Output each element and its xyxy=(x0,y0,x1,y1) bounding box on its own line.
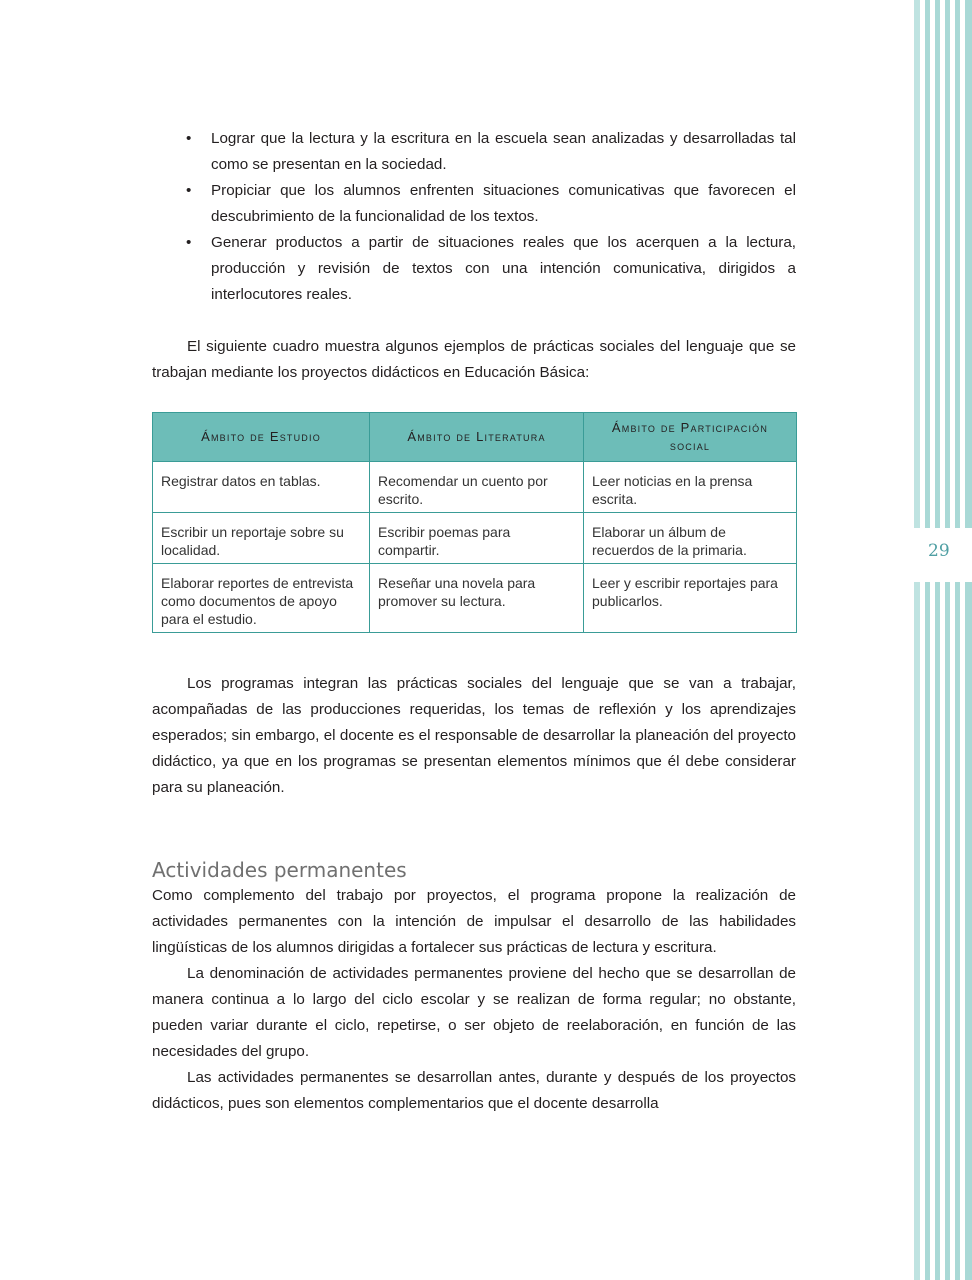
objectives-list xyxy=(152,126,796,308)
table-header-row xyxy=(153,413,797,462)
table-cell: Escribir poemas para compartir. xyxy=(370,513,584,564)
bullet-icon: • xyxy=(186,130,192,147)
bullet-icon: • xyxy=(186,182,192,199)
table-row xyxy=(153,462,797,513)
section-paragraph: Las actividades permanentes se desarrollan antes, durante y después de los proyectos didácticos, pues son elementos complementarios que el docente desarrolla xyxy=(152,1069,796,1112)
header-ambito-estudio: Ámbito de Estudio xyxy=(153,413,370,462)
list-item: • Propiciar que los alumnos enfrenten situaciones comunicativas que favorecen el descubrimiento de la funcionalidad de los textos. xyxy=(211,178,796,230)
practices-table xyxy=(152,412,797,633)
table-cell: Recomendar un cuento por escrito. xyxy=(370,462,584,513)
table-row xyxy=(153,513,797,564)
table-cell: Reseñar una novela para promover su lectura. xyxy=(370,564,584,633)
table-cell: Elaborar un álbum de recuerdos de la primaria. xyxy=(584,513,797,564)
table-cell: Leer y escribir reportajes para publicarlos. xyxy=(584,564,797,633)
section-heading: Actividades permanentes xyxy=(152,858,407,882)
page-number: 29 xyxy=(928,541,950,561)
programs-paragraph: Los programas integran las prácticas sociales del lenguaje que se van a trabajar, acompañadas de las producciones requeridas, los temas de reflexión y los aprendizajes esperados; sin embargo, el docente es el responsable de desarrollar la planeación del proyecto didáctico, ya que en los programas se presentan elementos mínimos que él debe considerar para su planeación. xyxy=(152,675,796,796)
margin-stripes xyxy=(912,0,972,1280)
intro-paragraph: El siguiente cuadro muestra algunos ejemplos de prácticas sociales del lenguaje que se trabajan mediante los proyectos didácticos en Educación Básica: xyxy=(152,338,796,381)
list-item: • Generar productos a partir de situaciones reales que los acerquen a la lectura, producción y revisión de textos con una intención comunicativa, dirigidos a interlocutores reales. xyxy=(211,230,796,308)
table-cell: Registrar datos en tablas. xyxy=(153,462,370,513)
table-cell: Escribir un reportaje sobre su localidad. xyxy=(153,513,370,564)
table-cell: Leer noticias en la prensa escrita. xyxy=(584,462,797,513)
header-ambito-literatura: Ámbito de Literatura xyxy=(370,413,584,462)
list-item: • Lograr que la lectura y la escritura en la escuela sean analizadas y desarrolladas tal como se presentan en la sociedad. xyxy=(211,126,796,178)
table-cell: Elaborar reportes de entrevista como documentos de apoyo para el estudio. xyxy=(153,564,370,633)
table-row xyxy=(153,564,797,633)
page-content xyxy=(152,126,796,1117)
bullet-icon: • xyxy=(186,234,192,251)
section-paragraph: La denominación de actividades permanentes proviene del hecho que se desarrollan de manera continua a lo largo del ciclo escolar y se realizan de forma regular; no obstante, pueden variar durante el ciclo, repetirse, o ser objeto de reelaboración, en función de las necesidades del grupo. xyxy=(152,965,796,1060)
section-paragraph: Como complemento del trabajo por proyectos, el programa propone la realización de actividades permanentes con la intención de impulsar el desarrollo de las habilidades lingüísticas de los alumnos dirigidas a fortalecer sus prácticas de lectura y escritura. xyxy=(152,887,796,956)
header-ambito-participacion: Ámbito de Participación social xyxy=(584,413,797,462)
